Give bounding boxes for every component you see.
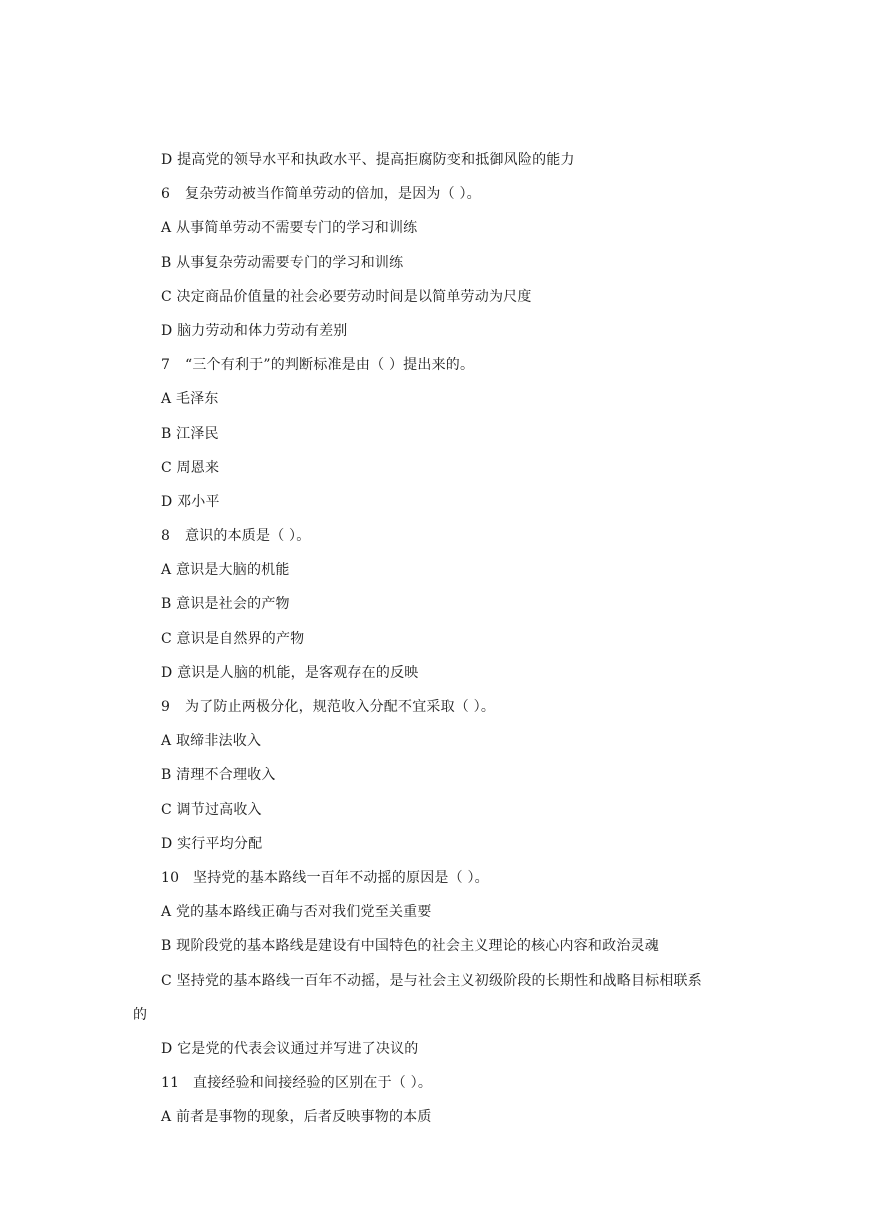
answer-option xyxy=(133,314,743,348)
question-stem xyxy=(133,861,743,895)
option-text: D 实行平均分配 xyxy=(161,835,263,852)
question-text: 直接经验和间接经验的区别在于（ ）。 xyxy=(193,1075,433,1092)
answer-option xyxy=(133,553,743,587)
option-text: A 毛泽东 xyxy=(161,391,219,408)
answer-option xyxy=(133,827,743,861)
answer-option xyxy=(133,280,743,314)
answer-option xyxy=(133,724,743,758)
question-stem xyxy=(133,177,743,211)
answer-option xyxy=(133,211,743,245)
answer-option xyxy=(133,656,743,690)
answer-option xyxy=(133,929,743,963)
option-text: A 前者是事物的现象，后者反映事物的本质 xyxy=(161,1109,432,1126)
answer-option xyxy=(133,758,743,792)
option-text: A 从事简单劳动不需要专门的学习和训练 xyxy=(161,220,418,237)
answer-option xyxy=(133,622,743,656)
question-number: 6 xyxy=(161,186,171,203)
answer-option xyxy=(133,417,743,451)
option-text: B 清理不合理收入 xyxy=(161,767,276,784)
option-text: C 调节过高收入 xyxy=(161,801,262,818)
answer-option xyxy=(133,1032,743,1066)
line-text: 的 xyxy=(133,1006,148,1023)
answer-option xyxy=(133,793,743,827)
answer-option xyxy=(133,587,743,621)
option-text: A 取缔非法收入 xyxy=(161,733,262,750)
question-text: 为了防止两极分化，规范收入分配不宜采取（ ）。 xyxy=(185,699,496,715)
answer-option xyxy=(133,895,743,929)
continuation-line xyxy=(133,998,743,1032)
question-number: 9 xyxy=(161,699,171,715)
question-text: 复杂劳动被当作简单劳动的倍加，是因为（ ）。 xyxy=(185,186,481,203)
question-stem xyxy=(133,519,743,553)
answer-option xyxy=(133,485,743,519)
option-text: B 江泽民 xyxy=(161,425,219,442)
question-stem xyxy=(133,690,743,724)
option-text: A 党的基本路线正确与否对我们党至关重要 xyxy=(161,904,432,921)
question-number: 7 xyxy=(161,357,171,374)
answer-option xyxy=(133,246,743,280)
question-list xyxy=(133,143,743,1134)
option-text: D 邓小平 xyxy=(161,493,220,510)
answer-option xyxy=(133,143,743,177)
option-text: D 提高党的领导水平和执政水平、提高拒腐防变和抵御风险的能力 xyxy=(161,152,575,168)
question-number: 11 xyxy=(161,1075,180,1092)
question-number: 8 xyxy=(161,528,171,545)
question-text: 意识的本质是（ ）。 xyxy=(185,528,311,545)
option-text: C 坚持党的基本路线一百年不动摇，是与社会主义初级阶段的长期性和战略目标相联系 xyxy=(161,972,702,989)
option-text: C 周恩来 xyxy=(161,459,220,476)
option-text: C 决定商品价值量的社会必要劳动时间是以简单劳动为尺度 xyxy=(161,288,532,305)
answer-option xyxy=(133,451,743,485)
question-number: 10 xyxy=(161,869,180,886)
question-stem xyxy=(133,1066,743,1100)
option-text: B 从事复杂劳动需要专门的学习和训练 xyxy=(161,254,404,271)
question-stem xyxy=(133,348,743,382)
option-text: C 意识是自然界的产物 xyxy=(161,630,305,647)
question-text: “三个有利于”的判断标准是由（ ）提出来的。 xyxy=(185,357,475,374)
question-text: 坚持党的基本路线一百年不动摇的原因是（ ）。 xyxy=(193,869,489,886)
option-text: B 现阶段党的基本路线是建设有中国特色的社会主义理论的核心内容和政治灵魂 xyxy=(161,938,659,955)
option-text: B 意识是社会的产物 xyxy=(161,596,290,613)
answer-option xyxy=(133,382,743,416)
answer-option xyxy=(133,1100,743,1134)
option-text: D 脑力劳动和体力劳动有差别 xyxy=(161,322,348,339)
answer-option xyxy=(133,964,743,998)
option-text: A 意识是大脑的机能 xyxy=(161,562,290,579)
option-text: D 它是党的代表会议通过并写进了决议的 xyxy=(161,1040,419,1057)
option-text: D 意识是人脑的机能，是客观存在的反映 xyxy=(161,664,419,681)
